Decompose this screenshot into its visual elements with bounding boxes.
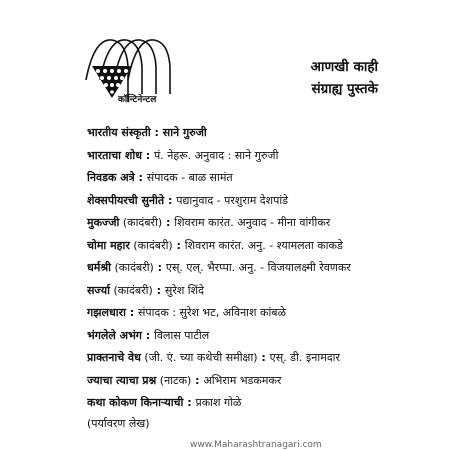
list-item	[87, 370, 427, 393]
book-separator: :	[152, 283, 165, 297]
book-detail: शिवराम कारंत. अनुवाद - मीना वांगीकर	[174, 216, 331, 229]
book-separator: :	[142, 328, 155, 342]
book-separator: :	[125, 306, 138, 319]
book-detail: साने गुरुजी	[162, 126, 207, 139]
book-detail: विलास पाटील	[154, 328, 210, 342]
heading-line-2: संग्राह्य पुस्तके	[311, 81, 378, 97]
book-title: ज्याचा त्याचा प्रश्न	[87, 373, 157, 387]
list-item	[87, 190, 427, 213]
book-title: मुकज्जी	[87, 216, 120, 229]
book-detail: पं. नेहरू. अनुवाद : साने गुरुजी	[154, 148, 279, 162]
book-detail: प्रकाश गोळे	[195, 396, 242, 409]
book-note: (पर्यावरण लेख)	[87, 416, 150, 430]
book-detail: संपादक - बाळ सामंत	[146, 171, 233, 184]
list-item	[87, 347, 427, 370]
section-heading	[311, 56, 378, 100]
publisher-logo-text: कॉन्टिनेन्टल	[118, 95, 157, 105]
book-separator: :	[164, 193, 177, 207]
book-title: प्राक्तनाचे वेध	[87, 351, 141, 364]
book-separator: :	[134, 171, 147, 184]
book-title: चोमा महार	[87, 238, 130, 252]
book-title: धर्मश्री	[87, 261, 111, 274]
heading-line-1: आणखी काही	[310, 59, 378, 75]
book-subtitle: (कादंबरी)	[109, 283, 153, 297]
book-separator: :	[183, 396, 196, 409]
book-subtitle: (नाटक)	[156, 373, 192, 387]
book-title: सर्ज्या	[87, 283, 110, 297]
list-item	[87, 122, 427, 145]
book-detail: शिवराम कारंत. अनु. - श्यामलता काकडे	[184, 238, 343, 252]
book-detail: एस्. एल्. भैरप्पा. अनु. - विजयालक्ष्मी रेवणकर	[165, 261, 351, 274]
list-item	[87, 145, 427, 168]
book-detail: सुरेश शिंदे	[164, 283, 204, 297]
book-separator: :	[141, 148, 155, 162]
book-title: कथा कोकण किनाऱ्याची	[87, 396, 184, 409]
list-item	[87, 212, 427, 235]
book-title: गझलधारा	[87, 306, 126, 319]
book-separator: :	[150, 126, 163, 139]
book-separator: :	[257, 351, 270, 364]
book-title: भारतीय संस्कृती	[87, 126, 151, 139]
footer-url: www.Maharashtranagari.com	[190, 440, 322, 450]
book-separator: :	[172, 238, 185, 252]
book-subtitle: (कादंबरी)	[119, 216, 163, 229]
book-detail: संपादक : सुरेश भट, अविनाश कांबळे	[138, 306, 286, 319]
book-title: निवडक अत्रे	[87, 171, 135, 184]
list-item	[87, 280, 427, 303]
list-item	[87, 325, 427, 348]
list-item	[87, 167, 427, 190]
book-detail: पद्यानुवाद - परशुराम देशपांडे	[176, 193, 289, 207]
book-subtitle: (जी. एं. च्या कथेची समीक्षा)	[140, 351, 258, 364]
book-detail: अभिराम भडकमकर	[203, 373, 282, 387]
book-subtitle: (कादंबरी)	[129, 238, 173, 252]
list-item	[87, 257, 427, 280]
book-subtitle: (कादंबरी)	[110, 261, 154, 274]
book-separator: :	[162, 216, 175, 229]
book-title: शेक्सपीयरची सुनीते	[87, 193, 165, 207]
list-item	[87, 302, 427, 325]
list-item	[87, 392, 427, 415]
book-detail: एस्. डी. इनामदार	[269, 351, 341, 364]
book-separator: :	[153, 261, 166, 274]
book-title: भंगलेले अभंग	[87, 328, 143, 342]
book-separator: :	[191, 373, 204, 387]
book-list	[87, 122, 427, 433]
book-title: भारताचा शोध	[87, 148, 142, 162]
list-item-note	[87, 415, 427, 433]
list-item	[87, 235, 427, 258]
